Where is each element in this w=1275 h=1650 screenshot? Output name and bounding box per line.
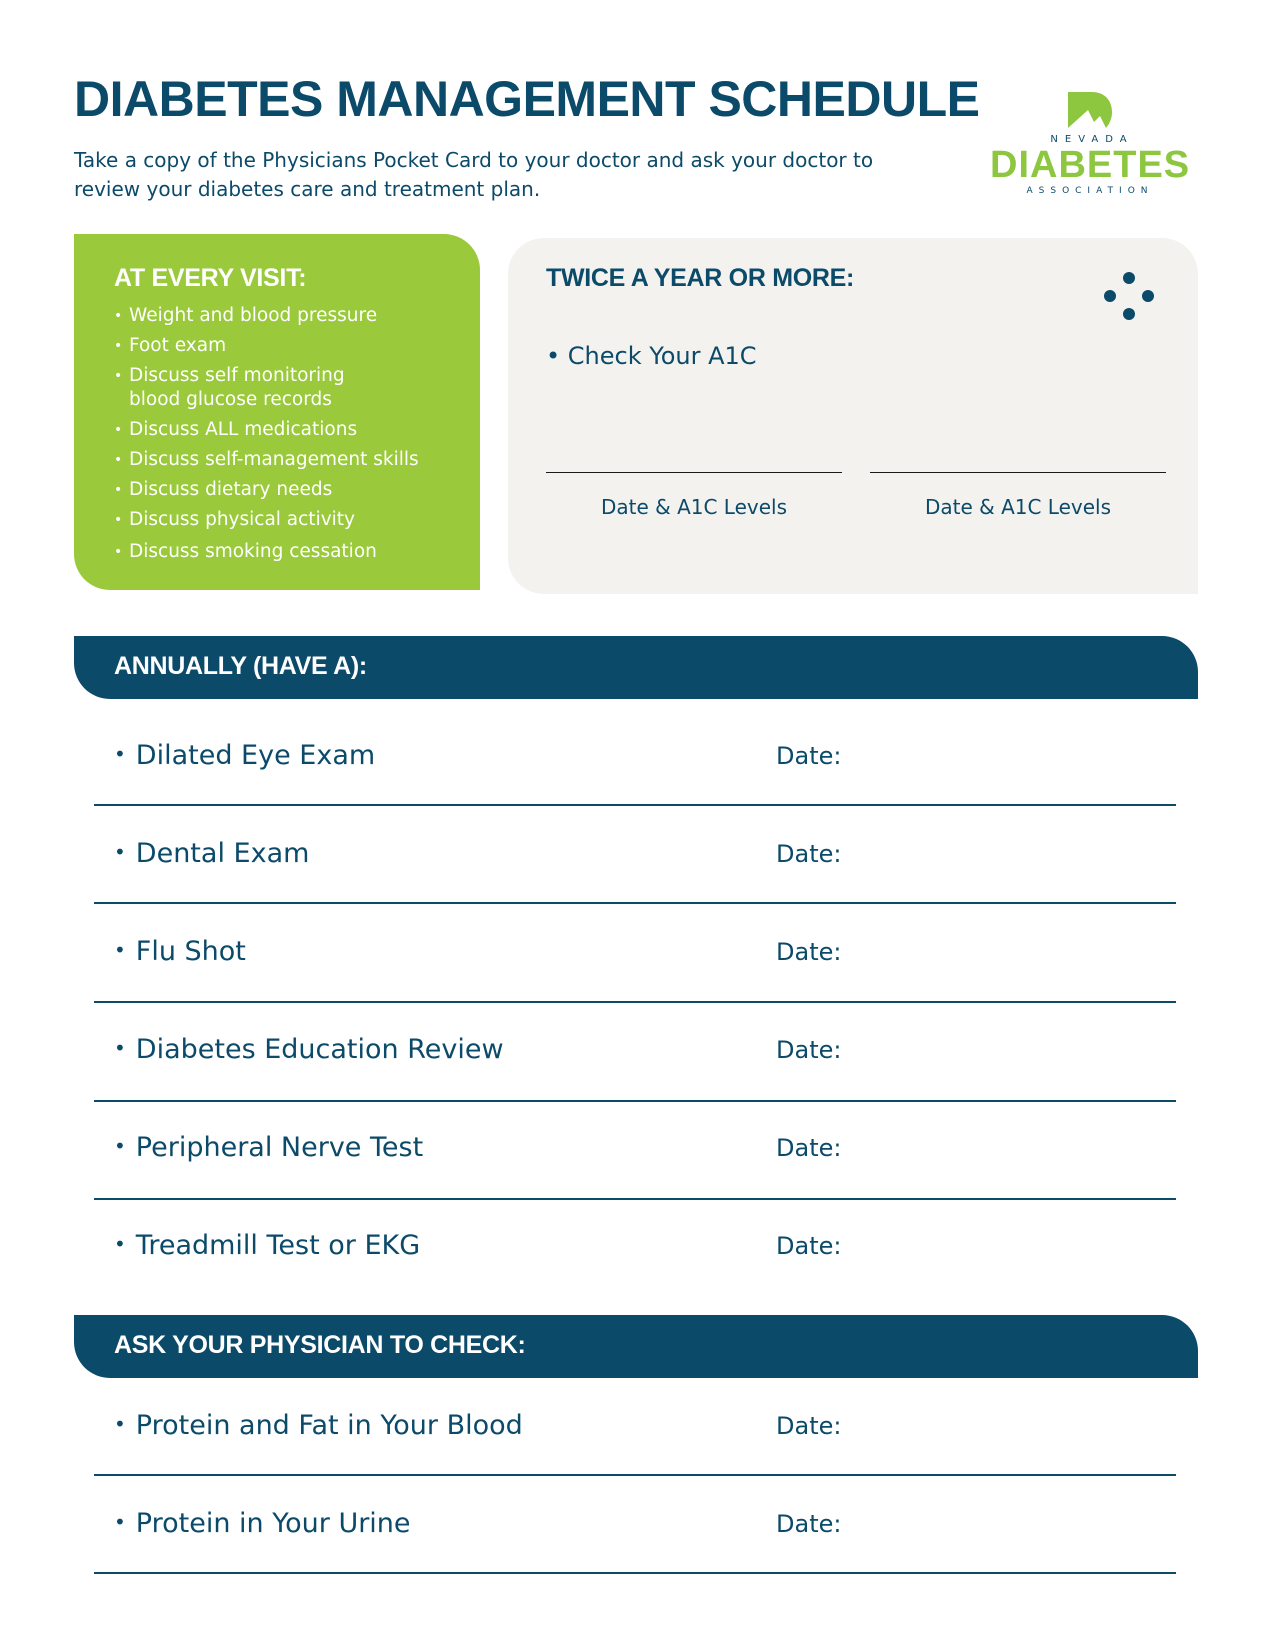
table-row: [94, 1230, 1176, 1328]
mountain-logo-icon: [1066, 90, 1114, 130]
row-label: Peripheral Nerve Test: [135, 1132, 424, 1163]
table-row: [94, 740, 1176, 838]
list-item: • Discuss dietary needs: [114, 478, 419, 502]
twice-a-year-heading: TWICE A YEAR OR MORE:: [546, 264, 855, 292]
bullet-icon: •: [114, 1510, 126, 1534]
bullet-icon: •: [114, 1412, 126, 1436]
table-row: [94, 838, 1176, 936]
date-entry-line[interactable]: [94, 1572, 1176, 1574]
a1c-field-1[interactable]: [546, 472, 842, 519]
bullet-icon: •: [114, 1134, 126, 1158]
date-label: Date:: [776, 1036, 842, 1064]
bullet-icon: •: [114, 840, 126, 864]
table-row: [94, 1034, 1176, 1132]
a1c-field-2[interactable]: [870, 472, 1166, 519]
list-item: • Discuss ALL medications: [114, 418, 419, 442]
date-label: Date:: [776, 1134, 842, 1162]
twice-a-year-panel: [508, 238, 1198, 594]
annually-heading: ANNUALLY (HAVE A):: [114, 652, 367, 680]
date-entry-line[interactable]: [94, 1474, 1176, 1476]
list-item: • Discuss self monitoring blood glucose records: [114, 364, 379, 412]
page-title: DIABETES MANAGEMENT SCHEDULE: [74, 71, 980, 127]
row-label: Flu Shot: [135, 936, 246, 967]
every-visit-list: [114, 304, 419, 570]
date-label: Date:: [776, 742, 842, 770]
a1c-entry-line[interactable]: [870, 472, 1166, 473]
a1c-field-label: Date & A1C Levels: [600, 495, 788, 519]
every-visit-panel: [74, 234, 480, 590]
date-entry-line[interactable]: [94, 804, 1176, 806]
row-label: Diabetes Education Review: [135, 1034, 504, 1065]
row-label: Protein and Fat in Your Blood: [135, 1410, 523, 1441]
bullet-icon: •: [114, 1036, 126, 1060]
check-a1c-item: • Check Your A1C: [546, 342, 757, 370]
table-row: [94, 1132, 1176, 1230]
physician-check-section-header: [74, 1315, 1198, 1378]
bullet-icon: •: [114, 742, 126, 766]
list-item: • Discuss physical activity: [114, 508, 419, 532]
row-label: Treadmill Test or EKG: [135, 1230, 421, 1261]
list-item: • Discuss smoking cessation: [114, 540, 419, 564]
logo-association-text: ASSOCIATION: [1026, 186, 1154, 196]
date-label: Date:: [776, 938, 842, 966]
logo-diabetes-text: DIABETES: [990, 144, 1191, 186]
annually-section-header: [74, 636, 1198, 699]
row-label: Dilated Eye Exam: [135, 740, 376, 771]
logo-nevada-text: NEVADA: [1050, 134, 1134, 145]
date-entry-line[interactable]: [94, 1100, 1176, 1102]
list-item: • Discuss self-management skills: [114, 448, 419, 472]
four-dots-icon: [1104, 272, 1154, 322]
page-subtitle: Take a copy of the Physicians Pocket Card to your doctor and ask your doctor to review your diabetes care and treatment plan.: [74, 148, 874, 201]
table-row: [94, 936, 1176, 1034]
date-entry-line[interactable]: [94, 1198, 1176, 1200]
every-visit-heading: AT EVERY VISIT:: [114, 264, 307, 292]
date-label: Date:: [776, 1510, 842, 1538]
table-row: [94, 1508, 1176, 1606]
physician-check-heading: ASK YOUR PHYSICIAN TO CHECK:: [114, 1331, 526, 1359]
date-entry-line[interactable]: [94, 902, 1176, 904]
bullet-icon: •: [114, 938, 126, 962]
a1c-entry-line[interactable]: [546, 472, 842, 473]
nevada-diabetes-association-logo: [990, 86, 1191, 196]
a1c-field-label: Date & A1C Levels: [924, 495, 1112, 519]
row-label: Dental Exam: [135, 838, 310, 869]
row-label: Protein in Your Urine: [135, 1508, 411, 1539]
date-label: Date:: [776, 840, 842, 868]
list-item: • Foot exam: [114, 334, 419, 358]
table-row: [94, 1410, 1176, 1508]
date-label: Date:: [776, 1412, 842, 1440]
date-entry-line[interactable]: [94, 1001, 1176, 1003]
bullet-icon: •: [114, 1232, 126, 1256]
date-label: Date:: [776, 1232, 842, 1260]
list-item: • Weight and blood pressure: [114, 304, 419, 328]
